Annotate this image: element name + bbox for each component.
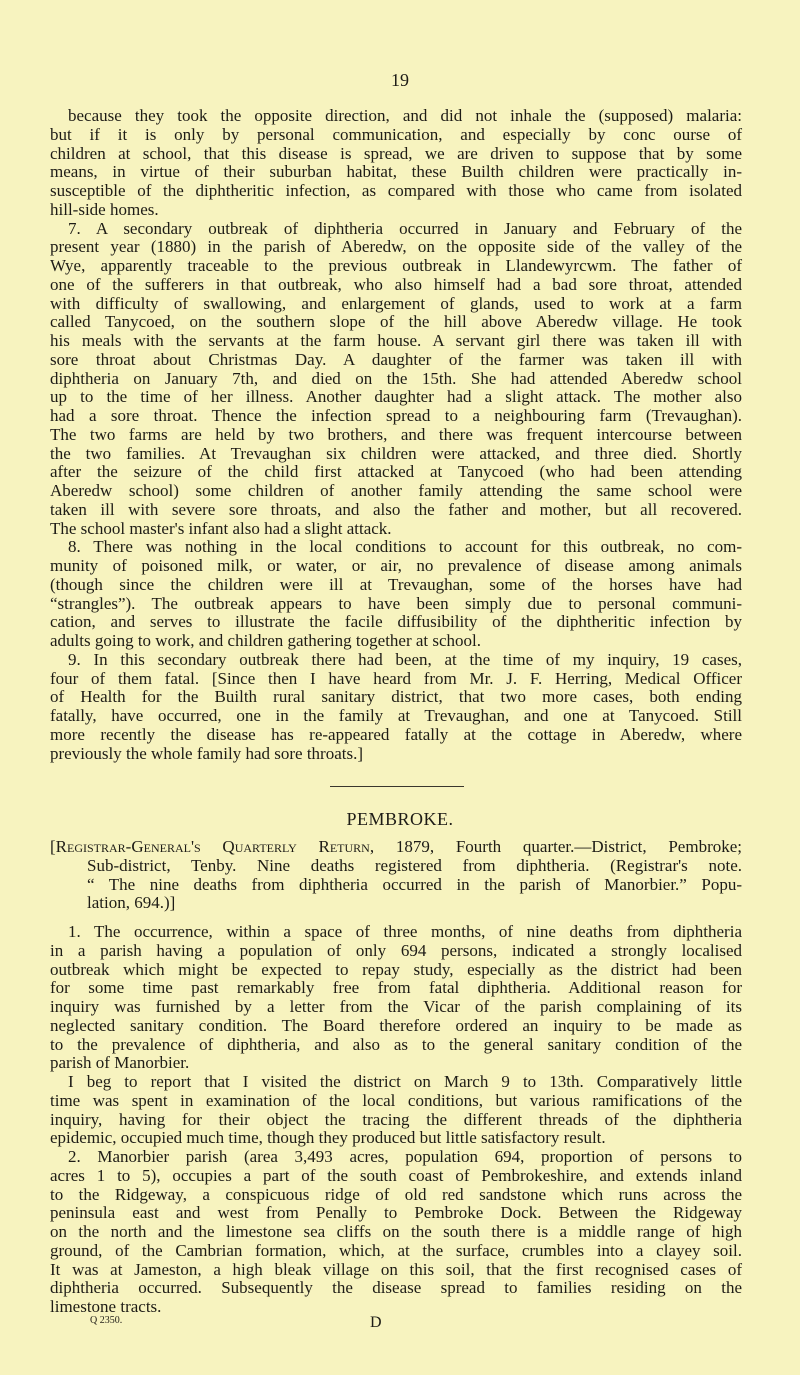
registrar-source: Registrar-General's Quarterly Return bbox=[55, 837, 370, 856]
text-line: had a sore throat. Thence the infection spread to a neighbouring farm (Trevaughan). bbox=[50, 406, 742, 425]
text-line: inquiry, having for their object the tracing the different threads of the diphtheria bbox=[50, 1109, 742, 1129]
section-divider bbox=[330, 786, 464, 787]
text-line: parish of Manorbier. bbox=[50, 1053, 190, 1073]
bracket: [ bbox=[50, 837, 56, 856]
text-line: It was at Jameston, a high bleak village on this soil, that the first recognised cases of bbox=[50, 1259, 742, 1279]
text-line: children at school, that this disease is spread, we are driven to suppose that by some bbox=[50, 143, 742, 163]
body-text-pembroke bbox=[50, 923, 742, 1317]
registrar-line: “ The nine deaths from diphtheria occurred in the parish of Manorbier.” Popu- bbox=[87, 874, 742, 894]
text-line: 9. In this secondary outbreak there had been, at the time of my inquiry, 19 cases, bbox=[68, 649, 742, 669]
text-line: in a parish having a population of only 694 persons, indicated a strongly localised bbox=[50, 940, 742, 960]
text-line: present year (1880) in the parish of Aberedw, on the opposite side of the valley of the bbox=[50, 237, 742, 257]
text-line: to the Ridgeway, a conspicuous ridge of old red sandstone which runs across the bbox=[50, 1184, 742, 1204]
text-line: means, in virtue of their suburban habitat, these Builth children were practically in- bbox=[50, 162, 742, 182]
text-line: sore throat about Christmas Day. A daughter of the farmer was taken ill with bbox=[50, 349, 742, 369]
text-line: inquiry was furnished by a letter from the Vicar of the parish complaining of its bbox=[50, 997, 742, 1016]
text-line: more recently the disease has re-appeared fatally at the cottage in Aberedw, where bbox=[50, 724, 742, 744]
text-line: fatally, have occurred, one in the family at Trevaughan, and one at Tanycoed. Still bbox=[50, 706, 742, 725]
text-line: acres 1 to 5), occupies a part of the south coast of Pembrokeshire, and extends inland bbox=[50, 1165, 742, 1185]
text-line: limestone tracts. bbox=[50, 1297, 162, 1316]
text-line: on the north and the limestone sea cliffs on the south there is a middle range of high bbox=[50, 1222, 742, 1241]
text-line: called Tanycoed, on the southern slope of the hill above Aberedw village. He took bbox=[50, 312, 742, 332]
printer-signature: Q 2350. bbox=[90, 1315, 123, 1326]
text-line: up to the time of her illness. Another daughter had a slight attack. The mother also bbox=[50, 387, 742, 407]
text-line: Wye, apparently traceable to the previous outbreak in Llandewyrcwm. The father of bbox=[50, 256, 742, 275]
registrar-line bbox=[50, 838, 742, 857]
section-heading-pembroke: PEMBROKE. bbox=[346, 809, 454, 829]
text-line: 8. There was nothing in the local conditions to account for this outbreak, no com- bbox=[68, 537, 742, 557]
text-line: I beg to report that I visited the district on March 9 to 13th. Comparatively little bbox=[68, 1072, 742, 1091]
text-line: 7. A secondary outbreak of diphtheria occurred in January and February of the bbox=[68, 218, 742, 238]
text-line: for some time past remarkably free from fatal diphtheria. Additional reason for bbox=[50, 978, 742, 998]
text-line: Aberedw school) some children of another family attending the same school were bbox=[50, 481, 742, 500]
text-line: of Health for the Builth rural sanitary district, that two more cases, both ending bbox=[50, 687, 742, 707]
text-line: time was spent in examination of the local conditions, but various ramifications of the bbox=[50, 1090, 742, 1110]
text-line: taken ill with severe sore throats, and also the father and mother, but all recovered. bbox=[50, 499, 742, 519]
text-line: hill-side homes. bbox=[50, 199, 159, 219]
body-text-aberedw bbox=[50, 107, 742, 763]
text-line: to the prevalence of diphtheria, and also as to the general sanitary condition of the bbox=[50, 1034, 742, 1054]
text-line: munity of poisoned milk, or water, or air, no prevalence of disease among animals bbox=[50, 556, 742, 575]
text-line: four of them fatal. [Since then I have heard from Mr. J. F. Herring, Medical Officer bbox=[50, 668, 742, 688]
text-line: “strangles”). The outbreak appears to have been simply due to personal communi- bbox=[50, 593, 742, 613]
registrar-line: lation, 694.)] bbox=[87, 893, 176, 913]
text-line: diphtheria occurred. Subsequently the disease spread to families residing on the bbox=[50, 1278, 742, 1298]
text-line: his meals with the servants at the farm house. A servant girl there was taken ill with bbox=[50, 331, 742, 350]
text-line: neglected sanitary condition. The Board therefore ordered an inquiry to be made as bbox=[50, 1015, 742, 1035]
sheet-mark: D bbox=[370, 1314, 382, 1331]
text-line: with difficulty of swallowing, and enlargement of glands, used to work at a farm bbox=[50, 293, 742, 313]
text-line: one of the sufferers in that outbreak, who also himself had a bad sore throat, attended bbox=[50, 274, 742, 294]
text-line: susceptible of the diphtheritic infection, as compared with those who came from isolated bbox=[50, 181, 742, 200]
text-line: ground, of the Cambrian formation, which, at the surface, crumbles into a clayey soil. bbox=[50, 1240, 742, 1260]
text-line: previously the whole family had sore throats.] bbox=[50, 743, 364, 763]
page-number: 19 bbox=[391, 70, 409, 90]
registrar-note bbox=[50, 838, 742, 913]
text-line: but if it is only by personal communication, and especially by conc ourse of bbox=[50, 124, 742, 144]
text-line: peninsula east and west from Penally to Pembroke Dock. Between the Ridgeway bbox=[50, 1203, 742, 1223]
registrar-line: Sub-district, Tenby. Nine deaths registered from diphtheria. (Registrar's note. bbox=[87, 855, 742, 875]
text-line: 1. The occurrence, within a space of three months, of nine deaths from diphtheria bbox=[68, 922, 742, 941]
text-line: adults going to work, and children gathering together at school. bbox=[50, 631, 482, 650]
registrar-details: , 1879, Fourth quarter.—District, Pembroke; bbox=[369, 837, 742, 856]
text-line: 2. Manorbier parish (area 3,493 acres, population 694, proportion of persons to bbox=[68, 1147, 742, 1166]
text-line: epidemic, occupied much time, though they produced but little satisfactory result. bbox=[50, 1128, 606, 1148]
text-line: diphtheria on January 7th, and died on the 15th. She had attended Aberedw school bbox=[50, 368, 742, 388]
text-line: after the seizure of the child first attacked at Tanycoed (who had been attending bbox=[50, 462, 742, 482]
text-line: (though since the children were ill at Trevaughan, some of the horses have had bbox=[50, 574, 742, 594]
text-line: cation, and serves to illustrate the facile diffusibility of the diphtheritic infection by bbox=[50, 612, 742, 632]
text-line: outbreak which might be expected to repay study, especially as the district had been bbox=[50, 959, 742, 979]
text-line: The school master's infant also had a slight attack. bbox=[50, 518, 392, 538]
text-line: because they took the opposite direction, and did not inhale the (supposed) malaria: bbox=[68, 106, 742, 125]
text-line: The two farms are held by two brothers, and there was frequent intercourse between bbox=[50, 424, 742, 444]
text-line: the two families. At Trevaughan six children were attacked, and three died. Shortly bbox=[50, 443, 742, 463]
